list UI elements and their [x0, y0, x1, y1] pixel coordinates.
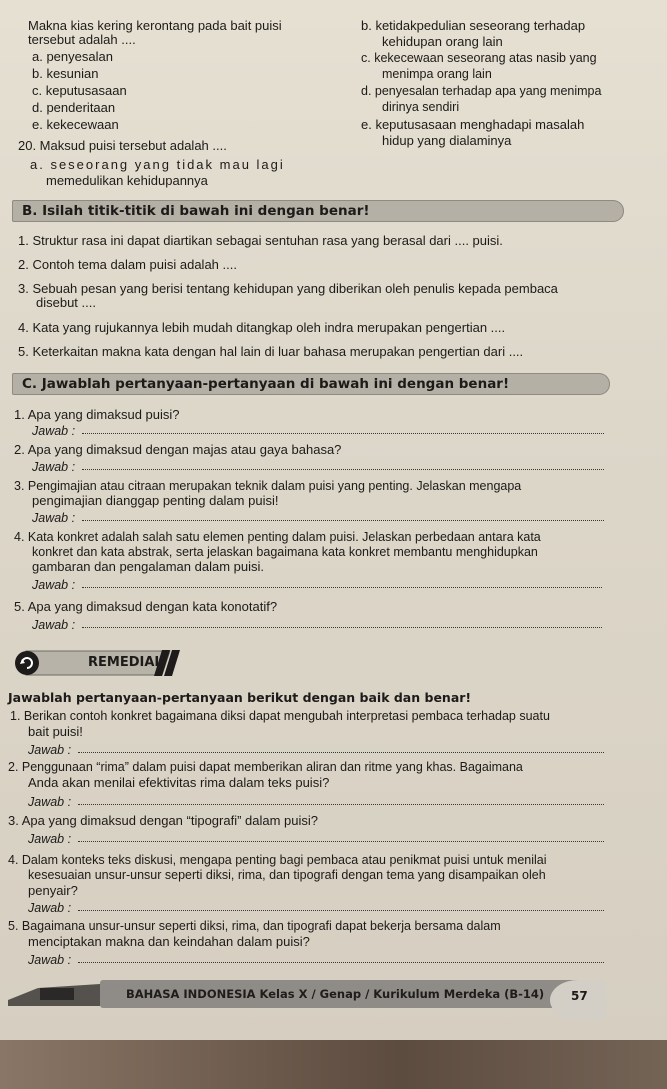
q19-option-e: e. kekecewaan [32, 117, 119, 132]
q19-option-b-right: b. ketidakpedulian seseorang terhadap [361, 18, 586, 33]
q19-stem-line1: Makna kias kering kerontang pada bait puisi [28, 18, 282, 33]
remedial-jawab-4: Jawab : [28, 901, 72, 915]
section-c-jawab-1: Jawab : [32, 424, 76, 438]
q19-stem-line2: tersebut adalah .... [28, 32, 136, 47]
remedial-q4-line2: kesesuaian unsur-unsur seperti diksi, rima, dan tipografi dengan tema yang disampaikan oleh [28, 868, 546, 882]
section-b-item-5: 5. Keterkaitan makna kata dengan hal lain di luar bahasa merupakan pengertian dari .... [18, 344, 524, 359]
publisher-logo-icon [8, 982, 100, 1008]
q19-option-d-right: d. penyesalan terhadap apa yang menimpa [361, 84, 602, 98]
q19-option-e-right-cont: hidup yang dialaminya [382, 133, 512, 148]
answer-line[interactable] [78, 962, 604, 963]
section-c-jawab-2: Jawab : [32, 460, 76, 474]
section-b-item-3: 3. Sebuah pesan yang berisi tentang kehidupan yang diberikan oleh penulis kepada pembaca [18, 281, 558, 296]
section-c-q3-line1: 3. Pengimajian atau citraan merupakan teknik dalam puisi yang penting. Jelaskan mengapa [14, 479, 522, 493]
remedial-jawab-3: Jawab : [28, 832, 72, 846]
page-number: 57 [571, 989, 588, 1003]
answer-line[interactable] [82, 627, 602, 628]
background-surface [0, 1040, 667, 1089]
section-c-q5: 5. Apa yang dimaksud dengan kata konotatif? [14, 599, 278, 614]
q19-option-c-right-cont: menimpa orang lain [382, 67, 492, 81]
section-c-q1: 1. Apa yang dimaksud puisi? [14, 407, 180, 422]
section-c-jawab-4: Jawab : [32, 578, 76, 592]
section-c-title: C. Jawablah pertanyaan-pertanyaan di bawah ini dengan benar! [12, 373, 610, 395]
section-c-jawab-3: Jawab : [32, 511, 76, 525]
remedial-q5-line1: 5. Bagaimana unsur-unsur seperti diksi, rima, dan tipografi dapat bekerja bersama dalam [8, 919, 501, 933]
section-c-q4-line3: gambaran dan pengalaman dalam puisi. [32, 559, 264, 574]
q19-option-c: c. keputusasaan [32, 83, 127, 98]
q19-option-c-right: c. kekecewaan seseorang atas nasib yang [361, 51, 597, 65]
remedial-q1-line2: bait puisi! [28, 724, 83, 739]
remedial-jawab-2: Jawab : [28, 795, 72, 809]
q20-option-a-line2: memedulikan kehidupannya [46, 173, 208, 188]
section-b-item-3-cont: disebut .... [36, 295, 96, 310]
remedial-jawab-1: Jawab : [28, 743, 72, 757]
remedial-jawab-5: Jawab : [28, 953, 72, 967]
answer-line[interactable] [82, 433, 604, 434]
remedial-q4-line1: 4. Dalam konteks teks diskusi, mengapa penting bagi pembaca atau penikmat puisi untuk menilai [8, 853, 547, 867]
remedial-q2-line2: Anda akan menilai efektivitas rima dalam teks puisi? [28, 775, 330, 790]
q20-option-a-line1: a. seseorang yang tidak mau lagi [30, 157, 285, 172]
answer-line[interactable] [78, 841, 604, 842]
section-c-q4-line1: 4. Kata konkret adalah salah satu elemen penting dalam puisi. Jelaskan perbedaan antara kata [14, 530, 541, 544]
footer-book-title: BAHASA INDONESIA Kelas X / Genap / Kurikulum Merdeka (B-14) [126, 987, 545, 1001]
section-c-jawab-5: Jawab : [32, 618, 76, 632]
q19-option-e-right: e. keputusasaan menghadapi masalah [361, 117, 585, 132]
remedial-q1-line1: 1. Berikan contoh konkret bagaimana diksi dapat mengubah interpretasi pembaca terhadap suatu [10, 709, 550, 723]
remedial-q5-line2: menciptakan makna dan keindahan dalam puisi? [28, 934, 310, 949]
q19-option-b-right-cont: kehidupan orang lain [382, 34, 503, 49]
remedial-instruction: Jawablah pertanyaan-pertanyaan berikut dengan baik dan benar! [8, 690, 472, 705]
remedial-q4-line3: penyair? [28, 883, 78, 898]
remedial-label: REMEDIAL [88, 655, 163, 670]
section-b-item-2: 2. Contoh tema dalam puisi adalah .... [18, 257, 237, 272]
answer-line[interactable] [82, 520, 604, 521]
answer-line[interactable] [78, 804, 604, 805]
section-c-q2: 2. Apa yang dimaksud dengan majas atau gaya bahasa? [14, 442, 342, 457]
remedial-q2-line1: 2. Penggunaan “rima” dalam puisi dapat memberikan aliran dan ritme yang khas. Bagaimana [8, 760, 523, 774]
section-b-item-1: 1. Struktur rasa ini dapat diartikan sebagai sentuhan rasa yang berasal dari .... puisi. [18, 233, 503, 248]
answer-line[interactable] [78, 752, 604, 753]
q19-option-a: a. penyesalan [32, 49, 113, 64]
section-c-q3-line2: pengimajian dianggap penting dalam puisi! [32, 493, 279, 508]
answer-line[interactable] [82, 587, 602, 588]
section-b-title: B. Isilah titik-titik di bawah ini dengan benar! [12, 200, 624, 222]
answer-line[interactable] [78, 910, 604, 911]
q20-stem: 20. Maksud puisi tersebut adalah .... [18, 138, 227, 153]
remedial-q3: 3. Apa yang dimaksud dengan “tipografi” dalam puisi? [8, 813, 319, 828]
section-c-q4-line2: konkret dan kata abstrak, serta jelaskan bagaimana kata konkret membantu menghidupkan [32, 545, 538, 559]
q19-option-d-right-cont: dirinya sendiri [382, 100, 460, 114]
q19-option-b: b. kesunian [32, 66, 99, 81]
remedial-circle-icon [15, 651, 39, 675]
q19-option-d: d. penderitaan [32, 100, 116, 115]
answer-line[interactable] [82, 469, 604, 470]
section-b-item-4: 4. Kata yang rujukannya lebih mudah ditangkap oleh indra merupakan pengertian .... [18, 320, 506, 335]
